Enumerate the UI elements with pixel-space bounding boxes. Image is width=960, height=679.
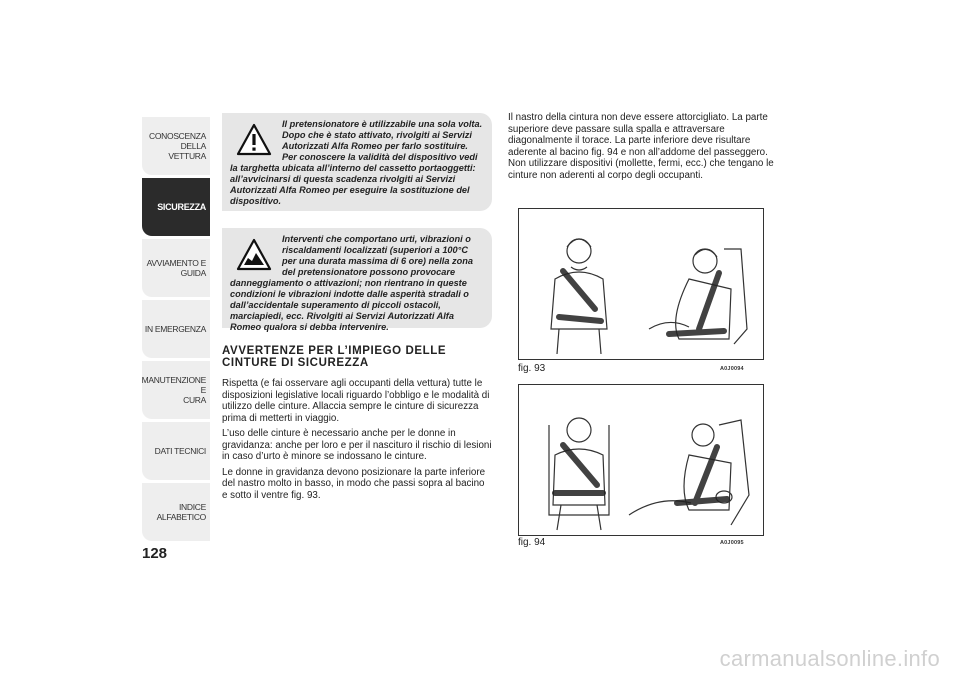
right-column-text: [508, 112, 778, 181]
warning-box-interventions: [222, 228, 492, 332]
danger-triangle-icon: [236, 238, 272, 272]
figure-94-image: [518, 384, 764, 536]
section-body: [222, 378, 492, 505]
heading-line: AVVERTENZE PER L’IMPIEGO DELLE: [222, 345, 447, 357]
section-heading: [222, 345, 492, 369]
warning-text: Interventi che comportano urti, vibrazioni o riscaldamenti localizzati (superiori a 100°C per una durata massima di 6 ore) nella zona del pretensionatore possono provocare danneggiamento o attivazioni; non rientrano in queste condizioni le vibrazioni indotte dalle asperità stradali o dall’accidentale superamento di piccoli ostacoli, marciapiedi, ecc. Rivolgiti ai Servizi Autorizzati Alfa Romeo qualora si debba intervenire.: [230, 234, 473, 332]
warning-text: Il pretensionatore è utilizzabile una sola volta. Dopo che è stato attivato, rivolgiti ai Servizi Autorizzati Alfa Romeo per farlo sostituire. Per conoscere la validità del dispositivo vedi la targhetta ubicata all’interno del cassetto portaoggetti: all’avvicinarsi di questa scadenza rivolgiti ai Servizi Autorizzati Alfa Romeo per eseguire la sostituzione del dispositivo.: [230, 119, 483, 206]
tab-label: CURA: [183, 395, 206, 405]
tab-label: GUIDA: [180, 268, 206, 278]
tab-dati-tecnici[interactable]: [142, 422, 210, 480]
warning-triangle-icon: [236, 123, 272, 157]
figure-caption: fig. 94: [518, 537, 546, 548]
tab-label: IN EMERGENZA: [144, 324, 206, 334]
paragraph: L’uso delle cinture è necessario anche per le donne in gravidanza: anche per loro e per il nascituro il rischio di lesioni in caso d’urto è minore se indossano le cinture.: [222, 428, 492, 462]
tab-label: DATI TECNICI: [154, 446, 206, 456]
seatbelt-position-illustration: [519, 385, 763, 535]
tab-conoscenza-vettura[interactable]: [142, 117, 210, 175]
figure-code: A0J0095: [720, 540, 744, 546]
tab-label: DELLA VETTURA: [168, 141, 206, 161]
tab-label: MANUTENZIONE E: [141, 375, 206, 395]
paragraph: Rispetta (e fai osservare agli occupanti della vettura) tutte le disposizioni legislative locali riguardo l’obbligo e le modalità di utilizzo delle cinture. Allaccia sempre le cinture di sicurezza prima di metterti in viaggio.: [222, 378, 490, 424]
tab-sicurezza[interactable]: [142, 178, 210, 236]
warning-box-pretensioner: [222, 113, 492, 211]
figure-93-image: [518, 208, 764, 360]
seatbelt-pregnant-illustration: [519, 209, 763, 359]
figure-caption: fig. 93: [518, 363, 546, 374]
watermark-text: carmanualsonline.info: [719, 646, 940, 671]
heading-line: CINTURE DI SICUREZZA: [222, 357, 369, 369]
tab-avviamento-guida[interactable]: [142, 239, 210, 297]
tab-label: AVVIAMENTO E: [146, 258, 206, 268]
tab-manutenzione-cura[interactable]: [142, 361, 210, 419]
tab-label: CONOSCENZA: [149, 131, 206, 141]
figure-code: A0J0094: [720, 366, 744, 372]
tab-indice-alfabetico[interactable]: [142, 483, 210, 541]
tab-in-emergenza[interactable]: [142, 300, 210, 358]
paragraph: Il nastro della cintura non deve essere attorcigliato. La parte superiore deve passare sulla spalla e attraversare diagonalmente il torace. La parte inferiore deve risultare aderente al bacino fig. 94 e non all’addome del passeggero. Non utilizzare dispositivi (mollette, fermi, ecc.) che tengano le cinture non aderenti al corpo degli occupanti.: [508, 112, 774, 181]
paragraph: Le donne in gravidanza devono posizionare la parte inferiore del nastro molto in basso, in modo che passi sopra al bacino e sotto il ventre fig. 93.: [222, 466, 486, 501]
tab-label: INDICE ALFABETICO: [156, 502, 206, 522]
tab-label: SICUREZZA: [157, 202, 206, 212]
page-number: 128: [142, 545, 168, 562]
